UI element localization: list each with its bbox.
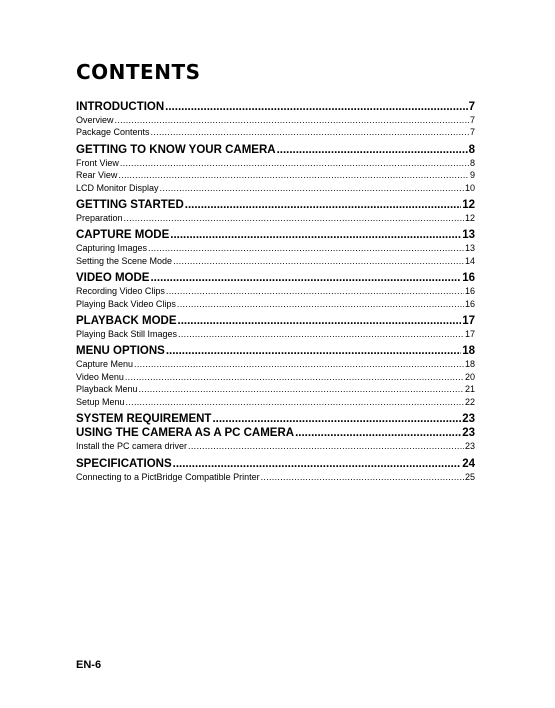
toc-section (76, 412, 475, 426)
toc-item-page-number: 13 (464, 243, 475, 254)
toc-heading-label: GETTING TO KNOW YOUR CAMERA (76, 143, 276, 156)
dot-leader (173, 255, 464, 267)
toc-item-page-number: 16 (464, 286, 475, 297)
toc-item[interactable] (76, 126, 475, 138)
toc-item[interactable] (76, 255, 475, 267)
dot-leader (177, 298, 464, 310)
toc-item-page-number: 21 (464, 384, 475, 395)
toc-item-label: Setup Menu (76, 396, 125, 407)
dot-leader (173, 457, 462, 471)
toc-item-label: Setting the Scene Mode (76, 255, 173, 266)
toc-item[interactable] (76, 298, 475, 310)
dot-leader (212, 412, 461, 426)
toc-heading-page-number: 8 (468, 143, 475, 156)
dot-leader (150, 271, 461, 285)
toc-item[interactable] (76, 396, 475, 408)
toc-section (76, 100, 475, 139)
toc-item-page-number: 9 (469, 170, 475, 181)
page-number-footer: EN-6 (76, 659, 102, 671)
toc-heading[interactable] (76, 143, 475, 157)
toc-heading-page-number: 12 (462, 199, 475, 212)
toc-item[interactable] (76, 371, 475, 383)
toc-section (76, 198, 475, 224)
toc-item-label: Preparation (76, 213, 123, 224)
toc-heading-label: SPECIFICATIONS (76, 457, 172, 470)
toc-item-page-number: 23 (464, 441, 475, 452)
toc-heading-page-number: 13 (462, 229, 475, 242)
dot-leader (166, 285, 464, 297)
toc-item[interactable] (76, 169, 475, 181)
toc-heading-page-number: 24 (462, 457, 475, 470)
toc-item[interactable] (76, 471, 475, 483)
toc-item[interactable] (76, 440, 475, 452)
toc-heading-page-number: 17 (462, 315, 475, 328)
toc-item[interactable] (76, 328, 475, 340)
toc-item[interactable] (76, 285, 475, 297)
toc-item-page-number: 16 (464, 298, 475, 309)
dot-leader (295, 426, 461, 440)
toc-heading[interactable] (76, 412, 475, 426)
toc-item-page-number: 8 (469, 157, 475, 168)
dot-leader (118, 169, 469, 181)
toc-item-page-number: 18 (464, 359, 475, 370)
toc-heading-label: GETTING STARTED (76, 199, 184, 212)
dot-leader (261, 471, 464, 483)
toc-item-page-number: 17 (464, 329, 475, 340)
toc-item-label: Capture Menu (76, 359, 134, 370)
toc-heading-label: VIDEO MODE (76, 272, 150, 285)
toc-heading-label: USING THE CAMERA AS A PC CAMERA (76, 427, 295, 440)
toc-section (76, 271, 475, 310)
toc-section (76, 457, 475, 483)
dot-leader (151, 126, 469, 138)
toc-item-label: Video Menu (76, 371, 124, 382)
dot-leader (115, 114, 469, 126)
dot-leader (178, 314, 462, 328)
dot-leader (125, 371, 464, 383)
toc-heading[interactable] (76, 314, 475, 328)
toc-item-label: Playing Back Video Clips (76, 298, 176, 309)
toc-item-label: Playback Menu (76, 384, 138, 395)
toc-heading-page-number: 18 (462, 345, 475, 358)
toc-heading-page-number: 23 (462, 427, 475, 440)
toc-heading-page-number: 16 (462, 272, 475, 285)
toc-heading[interactable] (76, 198, 475, 212)
toc-item-label: Overview (76, 115, 114, 125)
toc-item-label: Package Contents (76, 127, 150, 138)
toc-item-page-number: 12 (464, 213, 475, 224)
toc-item-page-number: 22 (464, 396, 475, 407)
toc-item[interactable] (76, 157, 475, 169)
toc-item-page-number: 10 (464, 182, 475, 193)
toc-item[interactable] (76, 383, 475, 395)
toc-heading[interactable] (76, 100, 475, 114)
toc-item-page-number: 20 (464, 371, 475, 382)
dot-leader (166, 344, 461, 358)
dot-leader (178, 328, 464, 340)
dot-leader (126, 396, 464, 408)
toc-item-page-number: 7 (469, 115, 475, 125)
toc-item-label: Playing Back Still Images (76, 329, 178, 340)
dot-leader (134, 358, 464, 370)
toc-heading-label: PLAYBACK MODE (76, 315, 177, 328)
dot-leader (188, 440, 464, 452)
dot-leader (139, 383, 464, 395)
toc-heading-page-number: 23 (462, 413, 475, 426)
toc-item-page-number: 25 (464, 471, 475, 482)
toc-item-label: Capturing Images (76, 243, 148, 254)
toc-heading-label: CAPTURE MODE (76, 229, 170, 242)
toc-heading-label: INTRODUCTION (76, 101, 165, 113)
dot-leader (277, 143, 468, 157)
toc-item[interactable] (76, 358, 475, 370)
toc-heading-page-number: 7 (468, 101, 475, 113)
toc-item-label: Install the PC camera driver (76, 441, 188, 452)
toc-section (76, 426, 475, 452)
dot-leader (165, 100, 467, 114)
page-title: CONTENTS (76, 60, 201, 84)
toc-heading-label: MENU OPTIONS (76, 345, 165, 358)
toc-item-page-number: 7 (469, 127, 475, 138)
toc-section (76, 344, 475, 408)
toc-item-page-number: 14 (464, 255, 475, 266)
dot-leader (148, 242, 464, 254)
toc-heading-label: SYSTEM REQUIREMENT (76, 413, 212, 426)
toc-heading[interactable] (76, 228, 475, 242)
toc-item[interactable] (76, 182, 475, 194)
toc-section (76, 143, 475, 194)
toc-item[interactable] (76, 212, 475, 224)
toc-item-label: Rear View (76, 170, 118, 181)
toc-item-label: Connecting to a PictBridge Compatible Printer (76, 471, 260, 482)
toc-section (76, 228, 475, 267)
table-of-contents (76, 96, 475, 483)
toc-heading[interactable] (76, 426, 475, 440)
dot-leader (170, 228, 461, 242)
toc-section (76, 314, 475, 340)
toc-item-label: Front View (76, 157, 119, 168)
toc-item[interactable] (76, 114, 475, 126)
toc-item-label: LCD Monitor Display (76, 182, 159, 193)
dot-leader (160, 182, 464, 194)
toc-heading[interactable] (76, 344, 475, 358)
toc-heading[interactable] (76, 457, 475, 471)
dot-leader (185, 198, 461, 212)
toc-item[interactable] (76, 242, 475, 254)
dot-leader (120, 157, 469, 169)
toc-heading[interactable] (76, 271, 475, 285)
toc-item-label: Recording Video Clips (76, 286, 165, 297)
dot-leader (124, 212, 464, 224)
